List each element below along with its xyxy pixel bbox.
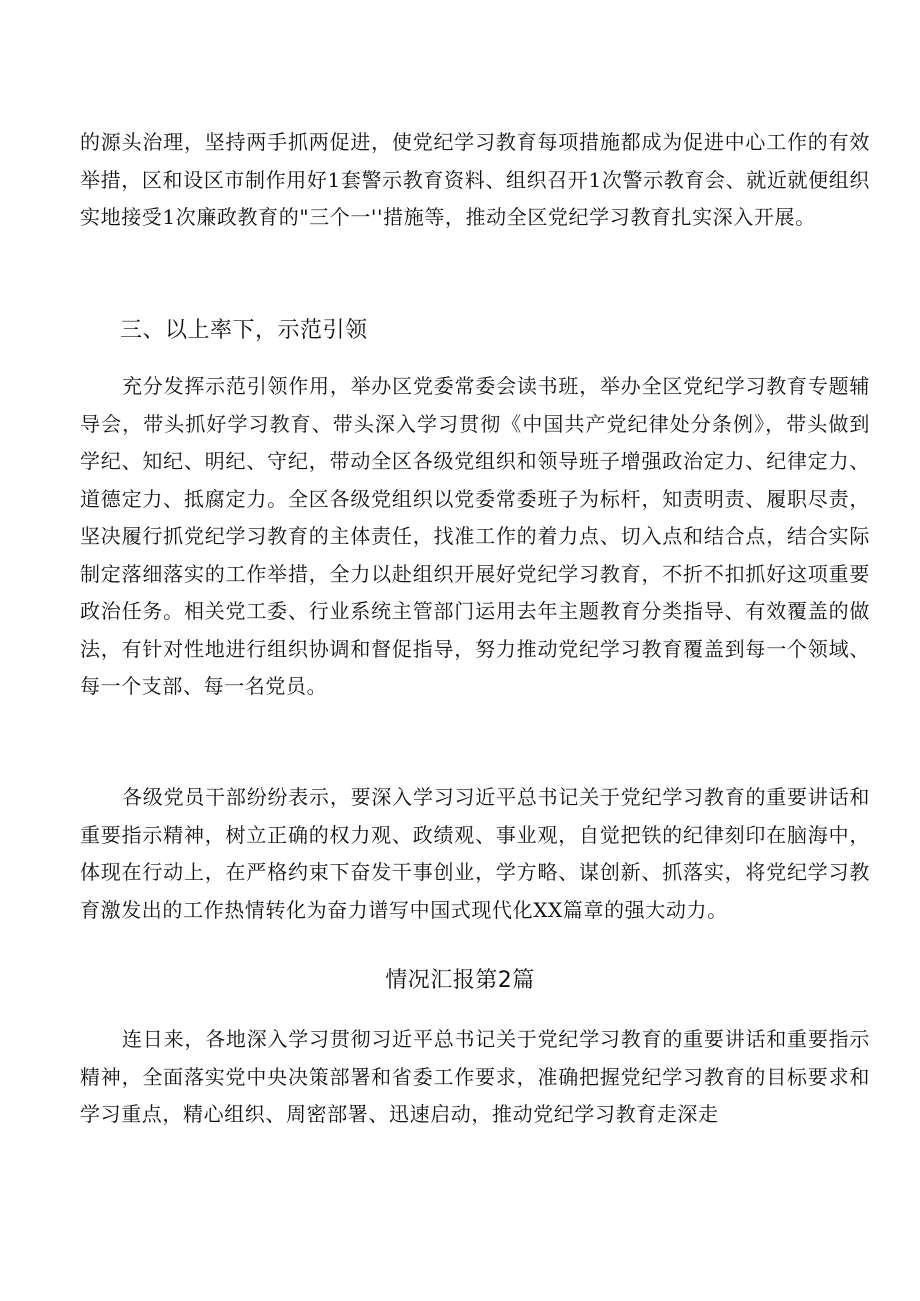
- section-3-heading: 三、以上率下，示范引领: [120, 318, 368, 343]
- report-2-title: 情况汇报第2篇: [385, 968, 535, 993]
- body-paragraph-2: 充分发挥示范引领作用，举办区党委常委会读书班，举办全区党纪学习教育专题辅导会，带头抓好学习教育、带头深入学习贯彻《中国共产党纪律处分条例》，带头做到学纪、知纪、明纪、守纪，带动全区各级党组织和领导班子增强政治定力、纪律定力、道德定力、抵腐定力。全区各级党组织以党委常委班子为标杆，知责明责、履职尽责，坚决履行抓党纪学习教育的主体责任，找准工作的着力点、切入点和结合点，结合实际制定落细落实的工作举措，全力以赴组织开展好党纪学习教育，不折不扣抓好这项重要政治任务。相关党工委、行业系统主管部门运用去年主题教育分类指导、有效覆盖的做法，有针对性地进行组织协调和督促指导，努力推动党纪学习教育覆盖到每一个领域、每一个支部、每一名党员。: [80, 374, 870, 698]
- body-paragraph-4: 连日来，各地深入学习贯彻习近平总书记关于党纪学习教育的重要讲话和重要指示精神，全面落实党中央决策部署和省委工作要求，准确把握党纪学习教育的目标要求和学习重点，精心组织、周密部署、迅速启动，推动党纪学习教育走深走: [80, 1027, 870, 1126]
- body-paragraph-3: 各级党员干部纷纷表示，要深入学习习近平总书记关于党纪学习教育的重要讲话和重要指示精神，树立正确的权力观、政绩观、事业观，自觉把铁的纪律刻印在脑海中，体现在行动上，在严格约束下奋发干事创业，学方略、谋创新、抓落实，将党纪学习教育激发出的工作热情转化为奋力谱写中国式现代化XX篇章的强大动力。: [80, 785, 870, 922]
- body-paragraph-1: 的源头治理，坚持两手抓两促进，使党纪学习教育每项措施都成为促进中心工作的有效举措，区和设区市制作用好1套警示教育资料、组织召开1次警示教育会、就近就便组织实地接受1次廉政教育的"三个一''措施等，推动全区党纪学习教育扎实深入开展。: [80, 130, 870, 229]
